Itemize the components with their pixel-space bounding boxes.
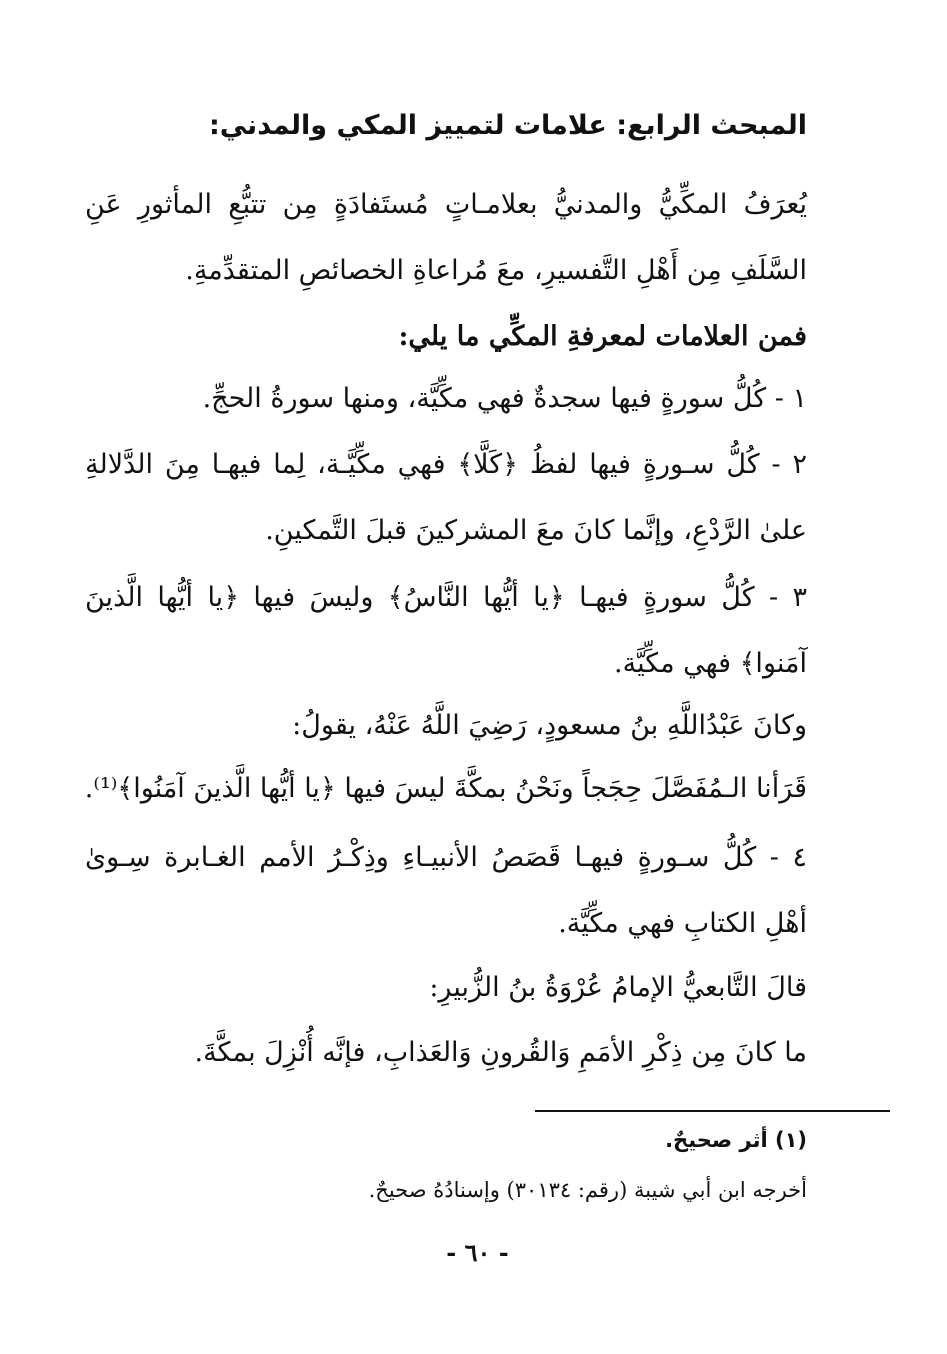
sign-3: ٣ - كُلُّ سورةٍ فيهـا ﴿يا أيُّها النَّاسُ﴾ وليسَ فيها ﴿يا أيُّها الَّذينَ آمَنوا﴾ فهي مكِّيَّة. — [85, 582, 807, 679]
ibn-masud-intro: وكانَ عَبْدُاللَّهِ بنُ مسعودٍ، رَضِيَ اللَّهُ عَنْهُ، يقولُ: — [292, 710, 807, 741]
sign-4: ٤ - كُلُّ سـورةٍ فيهـا قَصَصُ الأنبيـاءِ وذِكْـرُ الأمم الغـابرة سِـوىٰ أهْلِ الكتابِ فهي مكِّيَّة. — [85, 842, 807, 939]
sign-1: ١ - كُلُّ سورةٍ فيها سجدةٌ فهي مكِّيَّة، ومنها سورةُ الحجِّ. — [202, 383, 807, 414]
urwah-quote: ما كانَ مِن ذِكْرِ الأمَمِ وَالقُرونِ وَالعَذابِ، فإنَّه أُنْزِلَ بمكَّةَ. — [194, 1037, 807, 1068]
section-heading: المبحث الرابع: علامات لتمييز المكي والمدني: — [208, 110, 807, 141]
sign-2: ٢ - كُلُّ سـورةٍ فيها لفظُ ﴿كَلَّا﴾ فهي مكِّيَّـة، لِما فيهـا مِنَ الدَّلالةِ علىٰ الرَّدْعِ، وإنَّما كانَ معَ المشركينَ قبلَ التَّمكينِ. — [85, 449, 807, 546]
book-page — [85, 0, 807, 1354]
intro-paragraph: يُعرَفُ المكِّيُّ والمدنيُّ بعلامـاتٍ مُستَفادَةٍ مِن تتبُّعِ المأثورِ عَنِ السَّلَفِ مِن أَهْلِ التَّفسيرِ، معَ مُراعاةِ الخصائصِ المتقدِّمةِ. — [85, 189, 807, 286]
footnote-text: أخرجه ابن أبي شيبة (رقم: ٣٠١٣٤) وإسنادُهُ صحيحٌ. — [368, 1178, 807, 1202]
urwah-intro: قالَ التَّابعيُّ الإمامُ عُرْوَةُ بنُ الزُّبيرِ: — [429, 972, 807, 1003]
ibn-masud-quote: قَرَأنا الـمُفَصَّلَ حِجَجاً ونَحْنُ بمكَّةَ ليسَ فيها ﴿يا أيُّها الَّذينَ آمَنُوا﴾⁽¹⁾. — [84, 773, 807, 804]
footnote-title: (١) أثر صحيحٌ. — [665, 1128, 807, 1152]
signs-intro: فمن العلامات لمعرفةِ المكِّي ما يلي: — [398, 321, 807, 352]
page-number: - ٦٠ - — [446, 1238, 509, 1267]
footnote-divider — [535, 1110, 890, 1112]
